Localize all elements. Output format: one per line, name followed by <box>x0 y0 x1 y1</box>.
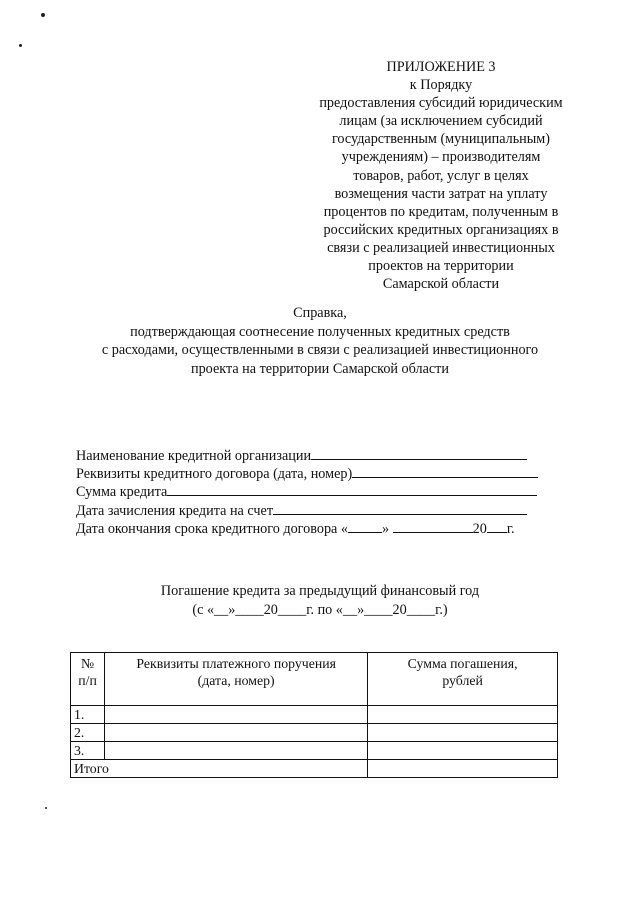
end-date-year-blank[interactable] <box>487 519 507 533</box>
credit-amount-label: Сумма кредита <box>76 484 168 501</box>
table-row <box>71 742 558 760</box>
appendix-line: учреждениям) – производителям <box>341 149 541 166</box>
row-number: 1. <box>71 706 105 724</box>
amount-cell[interactable] <box>368 724 558 742</box>
table-header-row <box>71 653 558 706</box>
total-amount-cell[interactable] <box>368 760 558 778</box>
appendix-line: лицам (за исключением субсидий <box>339 113 543 130</box>
appendix-header <box>300 58 582 293</box>
total-label: Итого <box>71 760 368 778</box>
appendix-line: возмещения части затрат на уплату <box>334 185 548 202</box>
form-fields <box>76 446 596 537</box>
document-title <box>40 304 600 378</box>
credit-amount-blank[interactable] <box>167 482 537 496</box>
row-number: 2. <box>71 724 105 742</box>
header-repayment-amount: Сумма погашения, рублей <box>368 653 558 706</box>
appendix-line: Самарской области <box>382 276 500 293</box>
payment-order-cell[interactable] <box>105 706 368 724</box>
scan-speck <box>45 807 47 809</box>
payment-order-cell[interactable] <box>105 742 368 760</box>
repayment-table <box>70 652 558 778</box>
header-number: № п/п <box>71 653 105 706</box>
end-date-day-blank[interactable] <box>348 519 382 533</box>
credit-date-blank[interactable] <box>273 501 527 515</box>
appendix-line: проектов на территории <box>368 258 514 275</box>
title-line: проекта на территории Самарской области <box>191 360 449 377</box>
title-line: с расходами, осуществленными в связи с реализацией инвестиционного <box>101 342 539 358</box>
contract-details-blank[interactable] <box>352 464 538 478</box>
end-date-year-prefix: 20 <box>472 520 487 537</box>
contract-details-field <box>76 464 596 482</box>
appendix-line: товаров, работ, услуг в целях <box>353 167 529 184</box>
table-row <box>71 706 558 724</box>
end-date-field <box>76 519 596 537</box>
header-payment-order: Реквизиты платежного поручения (дата, номер) <box>105 653 368 706</box>
appendix-line: российских кредитных организациях в <box>323 221 559 238</box>
credit-date-field <box>76 501 596 519</box>
end-date-month-blank[interactable] <box>393 519 473 533</box>
bank-name-blank[interactable] <box>311 446 527 460</box>
contract-details-label: Реквизиты кредитного договора (дата, номер) <box>76 466 353 483</box>
appendix-line: процентов по кредитам, полученным в <box>323 203 559 220</box>
end-date-label: Дата окончания срока кредитного договора « <box>76 520 348 537</box>
table-total-row <box>71 760 558 778</box>
repayment-section-heading <box>100 582 540 619</box>
bank-name-field <box>76 446 596 464</box>
title-line: подтверждающая соотнесение полученных кредитных средств <box>130 323 510 340</box>
credit-date-label: Дата зачисления кредита на счет <box>76 502 274 519</box>
appendix-number: ПРИЛОЖЕНИЕ 3 <box>386 59 496 75</box>
appendix-line: предоставления субсидий юридическим <box>319 95 563 112</box>
table-row <box>71 724 558 742</box>
bank-name-label: Наименование кредитной организации <box>76 448 312 464</box>
scan-speck <box>41 13 45 17</box>
repayment-period: (с «__»____20____г. по «__»____20____г.) <box>192 601 448 618</box>
credit-amount-field <box>76 482 596 500</box>
row-number: 3. <box>71 742 105 760</box>
amount-cell[interactable] <box>368 742 558 760</box>
scan-speck <box>19 44 22 47</box>
appendix-line: к Порядку <box>409 77 473 94</box>
end-date-quote: » <box>381 520 390 537</box>
amount-cell[interactable] <box>368 706 558 724</box>
end-date-year-suffix: г. <box>506 520 515 537</box>
appendix-line: связи с реализацией инвестиционных <box>327 239 555 256</box>
appendix-line: государственным (муниципальным) <box>331 131 551 148</box>
payment-order-cell[interactable] <box>105 724 368 742</box>
repayment-heading: Погашение кредита за предыдущий финансовый год <box>160 583 480 599</box>
title-line: Справка, <box>293 305 347 321</box>
